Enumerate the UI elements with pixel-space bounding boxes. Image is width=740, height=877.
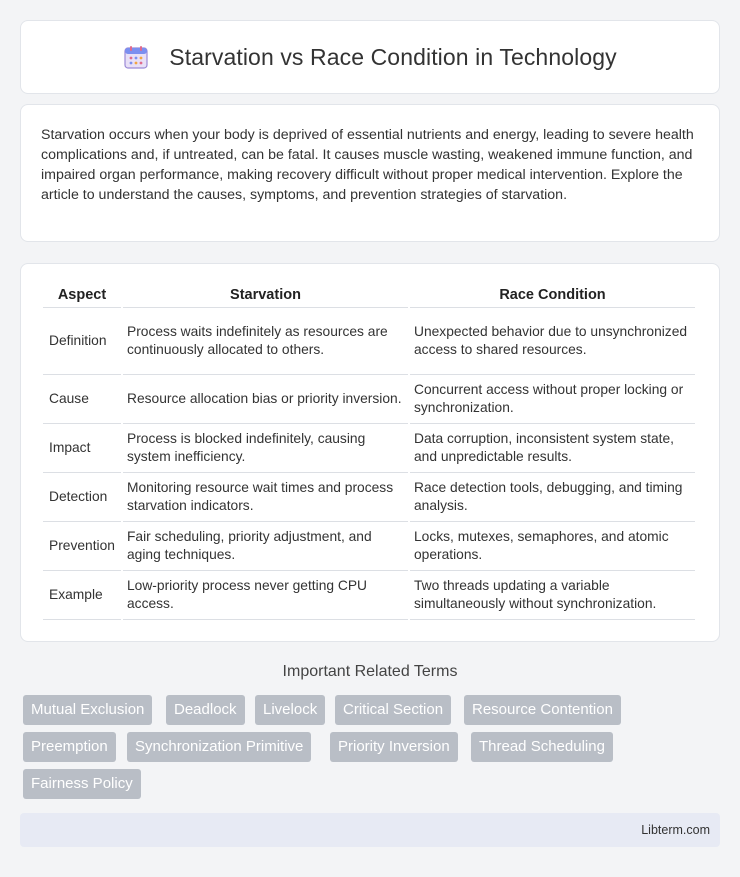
table-row <box>43 522 695 571</box>
race-cell: Concurrent access without proper locking or synchronization. <box>410 375 695 424</box>
header-card <box>20 20 720 94</box>
starvation-cell: Fair scheduling, priority adjustment, and aging techniques. <box>123 522 408 571</box>
table-row <box>43 473 695 522</box>
tag-livelock[interactable]: Livelock <box>255 695 325 725</box>
calendar-icon <box>123 44 149 70</box>
table-row <box>43 424 695 473</box>
starvation-cell: Process waits indefinitely as resources are continuously allocated to others. <box>123 308 408 375</box>
aspect-cell: Example <box>43 571 121 620</box>
table-row <box>43 375 695 424</box>
aspect-cell: Cause <box>43 375 121 424</box>
tag-preemption[interactable]: Preemption <box>23 732 116 762</box>
intro-text: Starvation occurs when your body is deprived of essential nutrients and energy, leading to severe health complications and, if untreated, can be fatal. It causes muscle wasting, weakened immune function, and impaired organ performance, making recovery difficult without proper medical intervention. Explore the article to understand the causes, symptoms, and prevention strategies of starvation. <box>41 127 694 203</box>
aspect-cell: Prevention <box>43 522 121 571</box>
footer <box>20 813 720 847</box>
tag-fairness-policy[interactable]: Fairness Policy <box>23 769 141 799</box>
tag-mutual-exclusion[interactable]: Mutual Exclusion <box>23 695 152 725</box>
header-race-condition: Race Condition <box>410 284 695 308</box>
tag-synchronization-primitive[interactable]: Synchronization Primitive <box>127 732 311 762</box>
comparison-table <box>41 284 697 620</box>
tag-deadlock[interactable]: Deadlock <box>166 695 245 725</box>
aspect-cell: Definition <box>43 308 121 375</box>
starvation-cell: Resource allocation bias or priority inversion. <box>123 375 408 424</box>
tag-resource-contention[interactable]: Resource Contention <box>464 695 621 725</box>
aspect-cell: Impact <box>43 424 121 473</box>
page-title: Starvation vs Race Condition in Technology <box>169 43 617 70</box>
race-cell: Race detection tools, debugging, and timing analysis. <box>410 473 695 522</box>
tag-critical-section[interactable]: Critical Section <box>335 695 451 725</box>
footer-brand-link[interactable]: Libterm.com <box>641 823 710 837</box>
table-row <box>43 308 695 375</box>
tag-thread-scheduling[interactable]: Thread Scheduling <box>471 732 613 762</box>
table-row <box>43 571 695 620</box>
starvation-cell: Monitoring resource wait times and process starvation indicators. <box>123 473 408 522</box>
aspect-cell: Detection <box>43 473 121 522</box>
race-cell: Data corruption, inconsistent system state, and unpredictable results. <box>410 424 695 473</box>
race-cell: Locks, mutexes, semaphores, and atomic operations. <box>410 522 695 571</box>
comparison-card <box>20 263 720 642</box>
race-cell: Unexpected behavior due to unsynchronized access to shared resources. <box>410 308 695 375</box>
starvation-cell: Low-priority process never getting CPU access. <box>123 571 408 620</box>
starvation-cell: Process is blocked indefinitely, causing system inefficiency. <box>123 424 408 473</box>
related-terms-title: Important Related Terms <box>282 663 458 680</box>
race-cell: Two threads updating a variable simultaneously without synchronization. <box>410 571 695 620</box>
intro-card <box>20 104 720 242</box>
header-aspect: Aspect <box>43 284 121 308</box>
header-starvation: Starvation <box>123 284 408 308</box>
tag-priority-inversion[interactable]: Priority Inversion <box>330 732 458 762</box>
